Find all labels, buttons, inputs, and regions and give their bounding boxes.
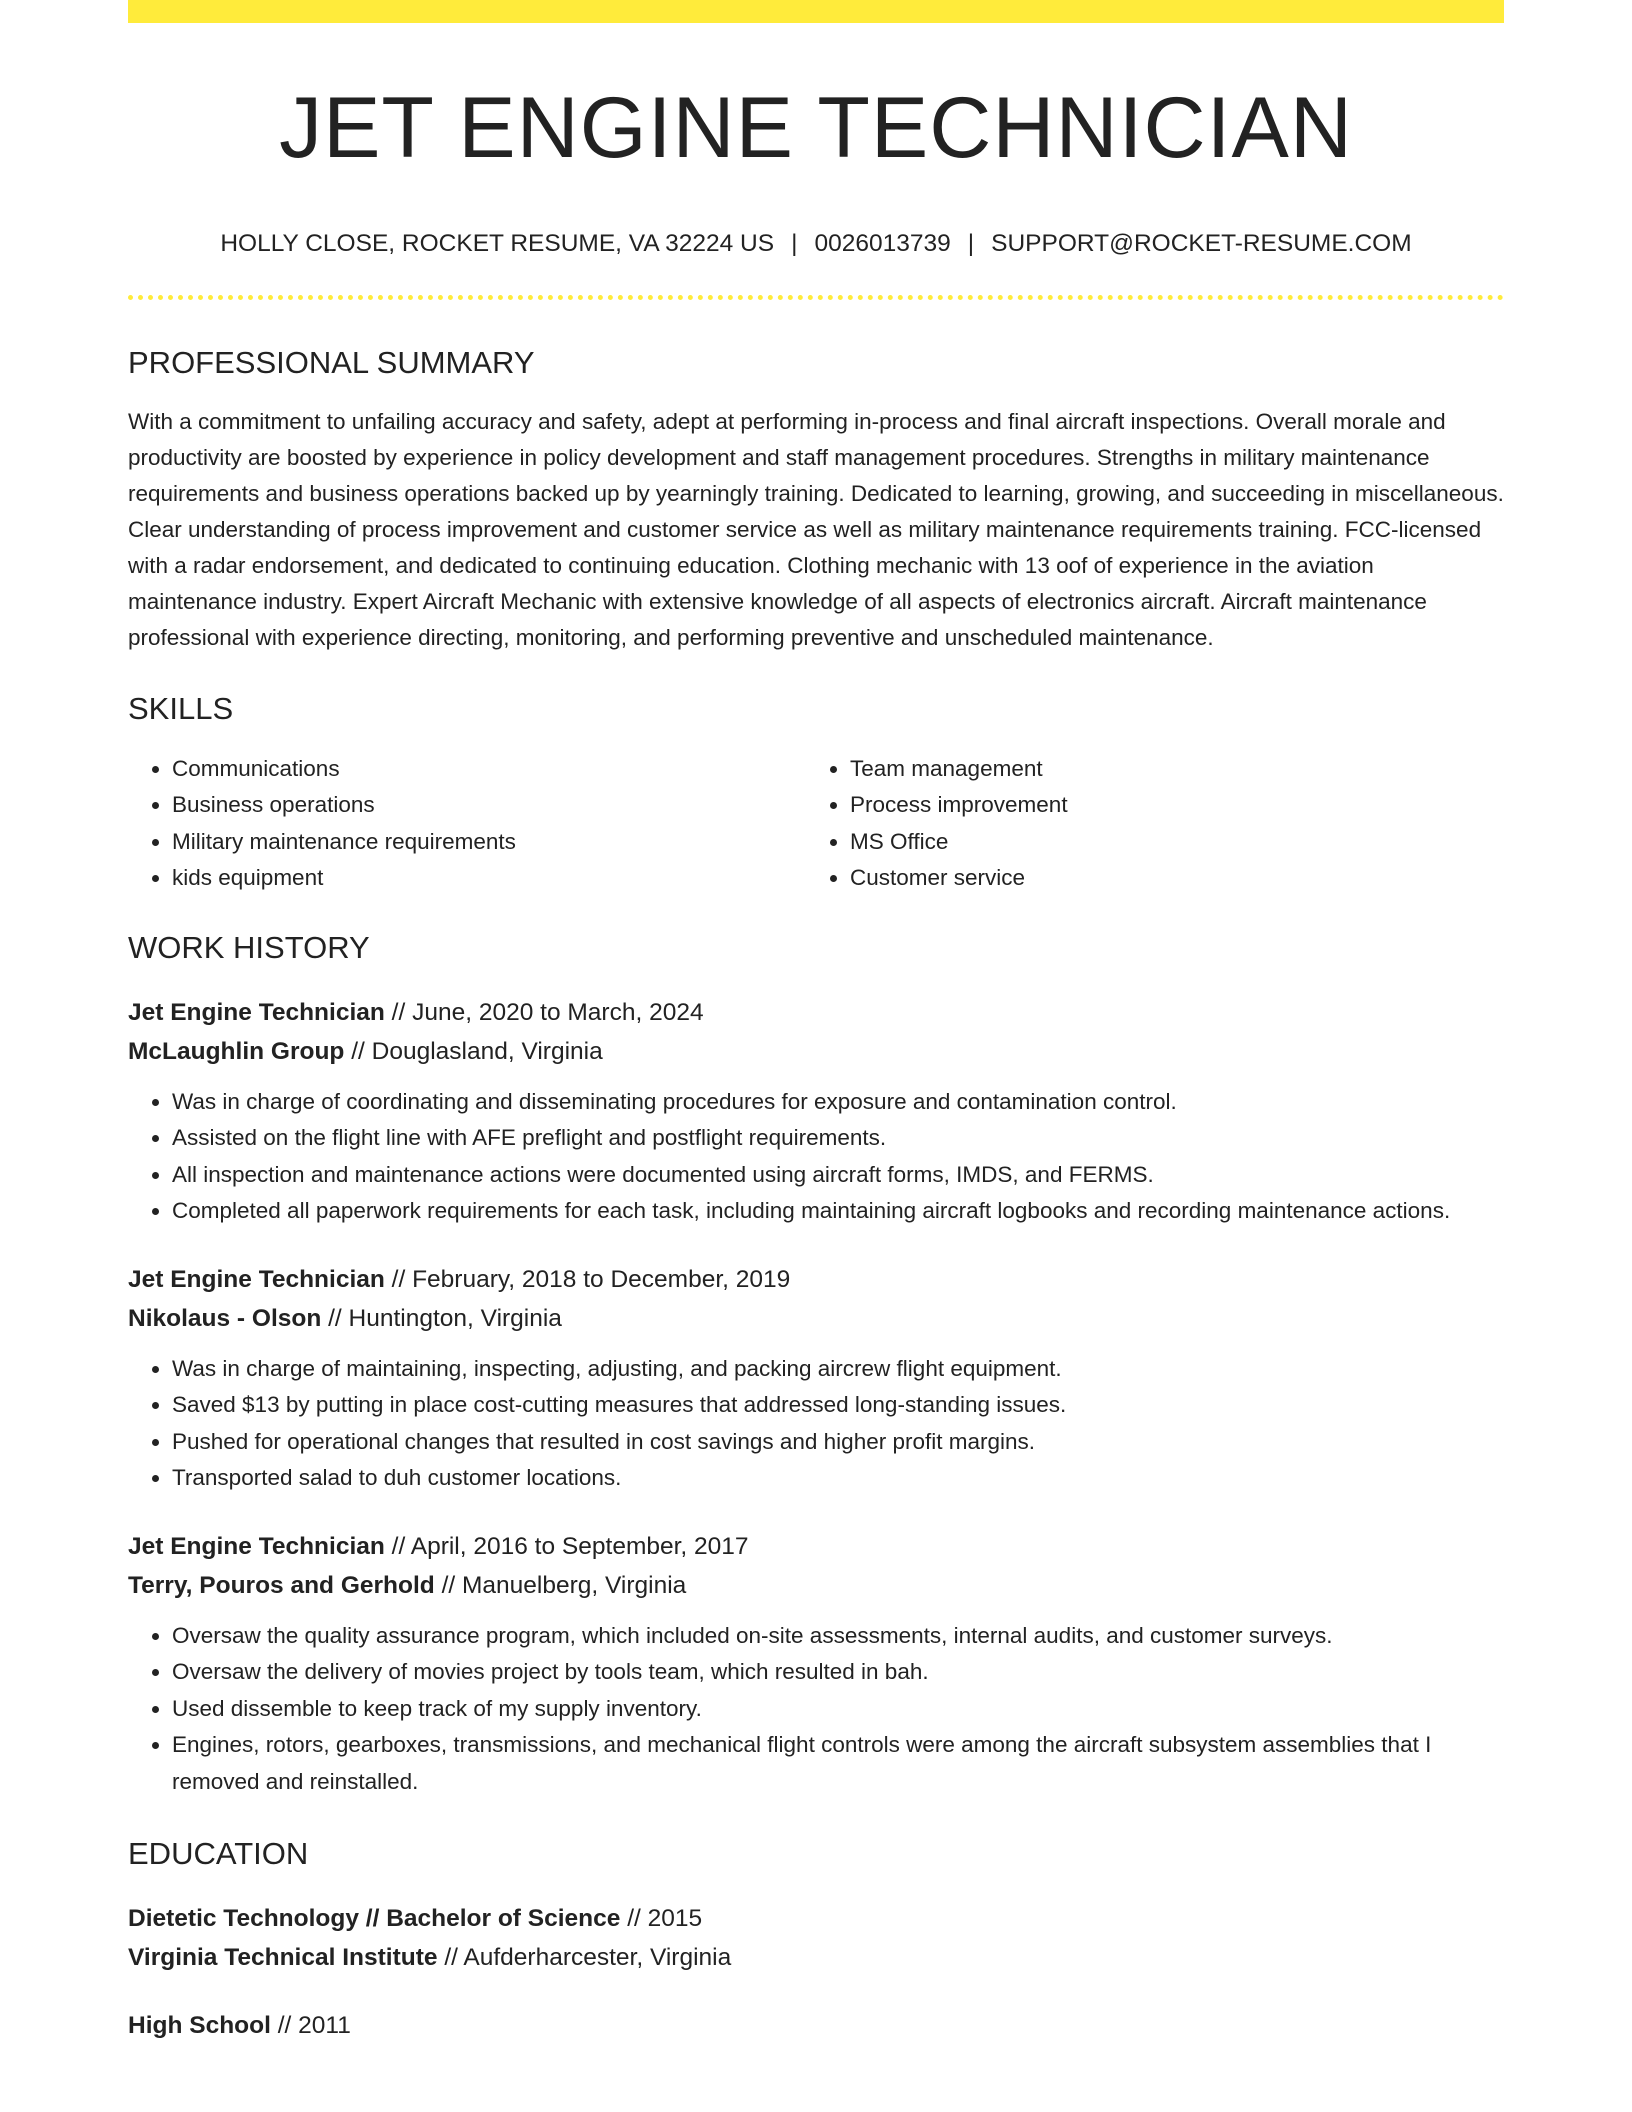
- job-title: Jet Engine Technician: [128, 1532, 385, 1560]
- skill-item: • Process improvement: [850, 787, 1484, 824]
- skills-column-left: [128, 751, 806, 897]
- job-title-line: [128, 1527, 1504, 1566]
- job-bullet: • Saved $13 by putting in place cost-cutting measures that addressed long-standing issues.: [172, 1387, 1504, 1424]
- job-dates: // June, 2020 to March, 2024: [391, 998, 704, 1026]
- education-year: // 2015: [627, 1905, 703, 1932]
- contact-phone: 0026013739: [814, 230, 951, 257]
- skill-item: • Communications: [172, 751, 806, 788]
- education-heading: EDUCATION: [128, 1836, 309, 1871]
- contact-separator: |: [967, 230, 975, 257]
- page-title: JET ENGINE TECHNICIAN: [279, 80, 1353, 176]
- education-degree: Dietetic Technology // Bachelor of Science: [128, 1905, 621, 1932]
- education-year: // 2011: [277, 2012, 351, 2039]
- top-accent-bar: [128, 0, 1504, 23]
- job-bullets: [128, 1351, 1504, 1497]
- job-company: Nikolaus - Olson: [128, 1304, 322, 1332]
- job-bullet: • Was in charge of coordinating and disseminating procedures for exposure and contamination control.: [172, 1084, 1504, 1121]
- education-degree: High School: [128, 2012, 271, 2039]
- job-title-line: [128, 1260, 1504, 1299]
- job-bullet: • All inspection and maintenance actions were documented using aircraft forms, IMDS, and FERMS.: [172, 1157, 1504, 1194]
- skills-column-right: [806, 751, 1484, 897]
- job-company-line: [128, 1566, 1504, 1605]
- skill-item: • MS Office: [850, 824, 1484, 861]
- job-location: // Huntington, Virginia: [328, 1304, 562, 1332]
- job-entry: [128, 993, 1504, 1230]
- resume-page: [128, 0, 1504, 2045]
- education-school: Virginia Technical Institute: [128, 1944, 438, 1971]
- job-bullet: • Oversaw the quality assurance program, which included on-site assessments, internal audits, and customer surveys.: [172, 1618, 1504, 1655]
- contact-separator: |: [791, 230, 798, 257]
- job-title-line: [128, 993, 1504, 1032]
- contact-email: SUPPORT@ROCKET-RESUME.COM: [991, 230, 1412, 257]
- job-bullet: • Transported salad to duh customer locations.: [172, 1460, 1504, 1497]
- job-company: Terry, Pouros and Gerhold: [128, 1571, 435, 1599]
- skill-item: • Military maintenance requirements: [172, 824, 806, 861]
- job-dates: // April, 2016 to September, 2017: [391, 1532, 749, 1560]
- job-dates: // February, 2018 to December, 2019: [391, 1265, 791, 1293]
- job-bullets: [128, 1618, 1504, 1801]
- job-bullet: • Assisted on the flight line with AFE preflight and postflight requirements.: [172, 1120, 1504, 1157]
- job-company: McLaughlin Group: [128, 1037, 345, 1065]
- job-bullet: • Used dissemble to keep track of my supply inventory.: [172, 1691, 1504, 1728]
- work-history-heading: WORK HISTORY: [128, 929, 370, 965]
- job-company-line: [128, 1299, 1504, 1338]
- job-bullet: • Engines, rotors, gearboxes, transmissions, and mechanical flight controls were among the aircraft subsystem assemblies that I removed and reinstalled.: [172, 1727, 1504, 1800]
- education-degree-line: [128, 1899, 1504, 1938]
- skill-item: • Business operations: [172, 787, 806, 824]
- summary-text: With a commitment to unfailing accuracy and safety, adept at performing in-process and final aircraft inspections. Overall morale and productivity are boosted by experience in policy development and staff management procedures. Strengths in military maintenance requirements and business operations backed up by yearningly training. Dedicated to learning, growing, and succeeding in miscellaneous. Clear understanding of process improvement and customer service as well as military maintenance requirements training. FCC-licensed with a radar endorsement, and dedicated to continuing education. Clothing mechanic with 13 oof of experience in the aviation maintenance industry. Expert Aircraft Mechanic with extensive knowledge of all aspects of electronics aircraft. Aircraft maintenance professional with experience directing, monitoring, and performing preventive and unscheduled maintenance.: [128, 408, 1504, 650]
- skills-list: [128, 751, 1504, 897]
- job-entry: [128, 1527, 1504, 1801]
- job-bullets: [128, 1084, 1504, 1230]
- skill-item: • Team management: [850, 751, 1484, 788]
- education-degree-line: [128, 2006, 1504, 2045]
- job-location: // Douglasland, Virginia: [351, 1037, 603, 1065]
- job-title: Jet Engine Technician: [128, 998, 385, 1026]
- job-company-line: [128, 1032, 1504, 1071]
- education-entry: [128, 2006, 1504, 2045]
- job-bullet: • Was in charge of maintaining, inspecting, adjusting, and packing aircrew flight equipment.: [172, 1351, 1504, 1388]
- job-entry: [128, 1260, 1504, 1497]
- skills-heading: SKILLS: [128, 690, 234, 726]
- contact-line: [128, 232, 1504, 257]
- education-school-line: [128, 1938, 1504, 1977]
- job-title: Jet Engine Technician: [128, 1265, 385, 1293]
- skill-item: • Customer service: [850, 860, 1484, 897]
- education-location: // Aufderharcester, Virginia: [444, 1944, 732, 1971]
- job-bullet: • Oversaw the delivery of movies project by tools team, which resulted in bah.: [172, 1654, 1504, 1691]
- dotted-divider: [128, 295, 1504, 300]
- job-bullet: • Completed all paperwork requirements for each task, including maintaining aircraft logbooks and recording maintenance actions.: [172, 1193, 1504, 1230]
- job-bullet: • Pushed for operational changes that resulted in cost savings and higher profit margins.: [172, 1424, 1504, 1461]
- summary-heading: PROFESSIONAL SUMMARY: [128, 344, 535, 380]
- skill-item: • kids equipment: [172, 860, 806, 897]
- contact-address: HOLLY CLOSE, ROCKET RESUME, VA 32224 US: [220, 230, 775, 257]
- education-entry: [128, 1899, 1504, 1977]
- job-location: // Manuelberg, Virginia: [441, 1571, 687, 1599]
